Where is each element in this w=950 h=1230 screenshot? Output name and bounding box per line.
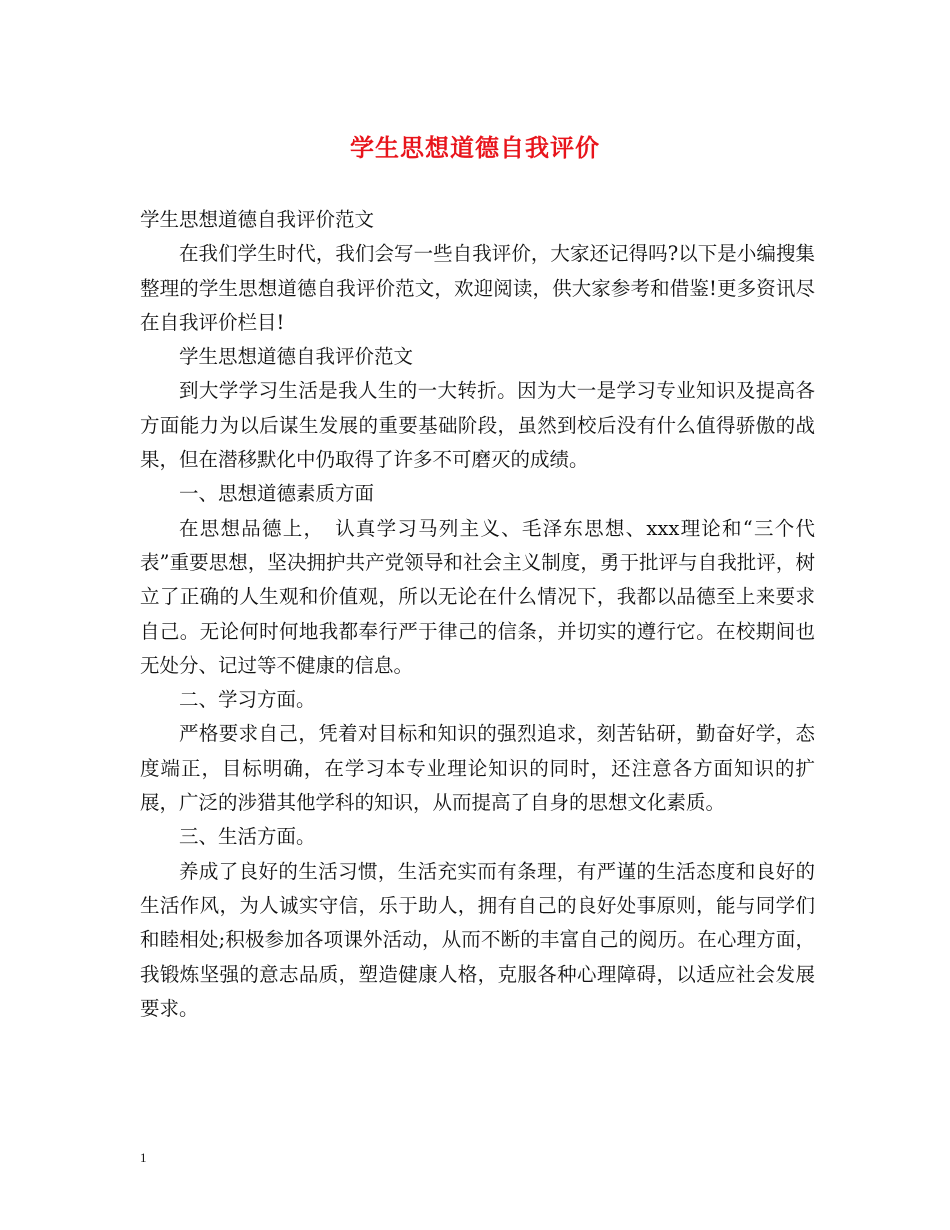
section-heading: 学生思想道德自我评价范文 xyxy=(179,345,414,369)
section-heading: 一、思想道德素质方面 xyxy=(179,482,375,506)
body-paragraph: 在思想品德上， 认真学习马列主义、毛泽东思想、xxx理论和“三个代表”重要思想，坚决拥护共产党领导和社会主义制度，勇于批评与自我批评，树立了正确的人生观和价值观，所以无论在什么情况下，我都以品德至上来要求自己。无论何时何地我都奉行严于律己的信条，并切实的遵行它。在校期间也无处分、记过等不健康的信息。 xyxy=(140,516,815,677)
body-paragraph: 到大学学习生活是我人生的一大转折。因为大一是学习专业知识及提高各方面能力为以后谋生发展的重要基础阶段，虽然到校后没有什么值得骄傲的战果，但在潜移默化中仍取得了许多不可磨灭的成绩。 xyxy=(140,379,815,472)
page-number: 1 xyxy=(140,1150,147,1165)
intro-paragraph: 在我们学生时代，我们会写一些自我评价，大家还记得吗?以下是小编搜集整理的学生思想道德自我评价范文，欢迎阅读，供大家参考和借鉴!更多资讯尽在自我评价栏目! xyxy=(140,242,815,334)
section-heading: 三、生活方面。 xyxy=(179,825,316,849)
document-title: 学生思想道德自我评价 xyxy=(350,134,600,162)
section-heading: 二、学习方面。 xyxy=(179,688,316,712)
body-paragraph: 养成了良好的生活习惯，生活充实而有条理，有严谨的生活态度和良好的生活作风，为人诚实守信，乐于助人，拥有自己的良好处事原则，能与同学们和睦相处;积极参加各项课外活动，从而不断的丰富自己的阅历。在心理方面，我锻炼坚强的意志品质，塑造健康人格，克服各种心理障碍，以适应社会发展要求。 xyxy=(140,859,815,1020)
document-body xyxy=(140,203,815,1026)
subtitle-paragraph: 学生思想道德自我评价范文 xyxy=(140,208,375,231)
body-paragraph: 严格要求自己，凭着对目标和知识的强烈追求，刻苦钻研，勤奋好学，态度端正，目标明确，在学习本专业理论知识的同时，还注意各方面知识的扩展，广泛的涉猎其他学科的知识，从而提高了自身的思想文化素质。 xyxy=(140,722,815,815)
